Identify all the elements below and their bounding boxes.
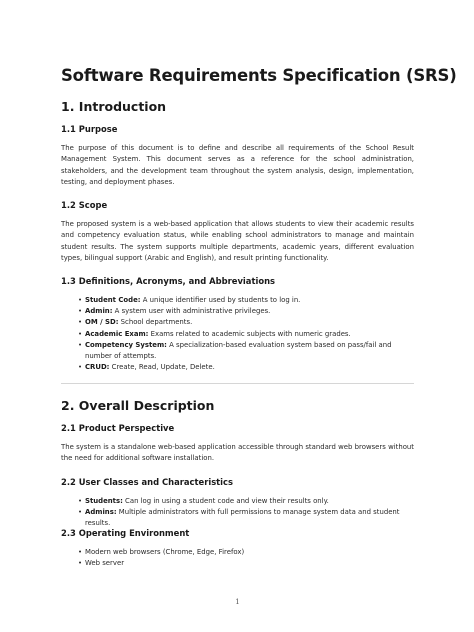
definition-desc: Create, Read, Update, Delete. — [111, 363, 215, 372]
section-divider — [61, 383, 414, 384]
definitions-list — [78, 295, 408, 373]
subsection-heading-operating-environment: 2.3 Operating Environment — [61, 528, 190, 538]
section-heading-overall-description: 2. Overall Description — [61, 398, 215, 413]
scope-paragraph: The proposed system is a web-based application that allows students to view their academic results and competency evaluation status, while enabling school administrators to manage and maintain student results. The system supports multiple departments, academic years, different evaluation types, bilingual support (Arabic and English), and result printing functionality. — [61, 220, 414, 262]
environment-desc: Web server — [85, 559, 125, 568]
operating-environment-list — [78, 547, 408, 569]
definition-item: • OM / SD: School departments. — [78, 318, 193, 327]
environment-desc: Modern web browsers (Chrome, Edge, Firefox) — [85, 548, 245, 556]
page-number: 1 — [235, 598, 240, 606]
definition-desc: A specialization-based evaluation system based on pass/fail and number of attempts. — [85, 340, 392, 361]
subsection-heading-user-classes: 2.2 User Classes and Characteristics — [61, 477, 234, 487]
environment-item: • Web server — [78, 559, 125, 568]
definition-term: Admin: — [85, 307, 113, 316]
definition-item: • CRUD: Create, Read, Update, Delete. — [78, 363, 215, 372]
product-perspective-paragraph: The system is a standalone web-based application accessible through standard web browsers without the need for additional software installation. — [61, 443, 414, 463]
user-class-term: Students: — [85, 497, 123, 505]
definition-item: • Student Code: A unique identifier used by students to log in. — [78, 296, 301, 304]
definition-term: CRUD: — [85, 363, 110, 372]
subsection-heading-scope: 1.2 Scope — [61, 200, 108, 210]
definition-item: • Competency System: A specialization-based evaluation system based on pass/fail and number of attempts. — [78, 340, 392, 361]
document-title: Software Requirements Specification (SRS) — [61, 66, 457, 85]
definition-desc: Exams related to academic subjects with numeric grades. — [150, 329, 351, 338]
user-class-desc: Can log in using a student code and view their results only. — [125, 497, 329, 505]
definition-term: Student Code: — [85, 296, 141, 304]
user-classes-list — [78, 496, 408, 530]
definition-item: • Admin: A system user with administrative privileges. — [78, 307, 271, 316]
environment-item: • Modern web browsers (Chrome, Edge, Firefox) — [78, 548, 245, 556]
purpose-paragraph: The purpose of this document is to define and describe all requirements of the School Result Management System. This document serves as a reference for the school administration, stakeholders, and the development team throughout the system analysis, design, implementation, testing, and deployment phases. — [61, 144, 414, 186]
user-class-term: Admins: — [85, 508, 117, 517]
subsection-heading-purpose: 1.1 Purpose — [61, 124, 118, 134]
definition-desc: A system user with administrative privileges. — [114, 307, 271, 316]
user-class-desc: Multiple administrators with full permissions to manage system data and student results. — [85, 508, 400, 528]
definition-item: • Academic Exam: Exams related to academic subjects with numeric grades. — [78, 329, 351, 338]
user-class-item: • Students: Can log in using a student code and view their results only. — [78, 497, 329, 505]
subsection-heading-definitions: 1.3 Definitions, Acronyms, and Abbreviations — [61, 276, 276, 286]
section-heading-introduction: 1. Introduction — [61, 99, 167, 114]
definition-term: Competency System: — [85, 340, 167, 349]
definition-term: OM / SD: — [85, 318, 119, 327]
definition-desc: School departments. — [120, 318, 193, 327]
definition-desc: A unique identifier used by students to log in. — [142, 296, 301, 304]
user-class-item: • Admins: Multiple administrators with full permissions to manage system data and student results. — [78, 508, 400, 528]
definition-term: Academic Exam: — [85, 329, 149, 338]
subsection-heading-product-perspective: 2.1 Product Perspective — [61, 423, 175, 433]
